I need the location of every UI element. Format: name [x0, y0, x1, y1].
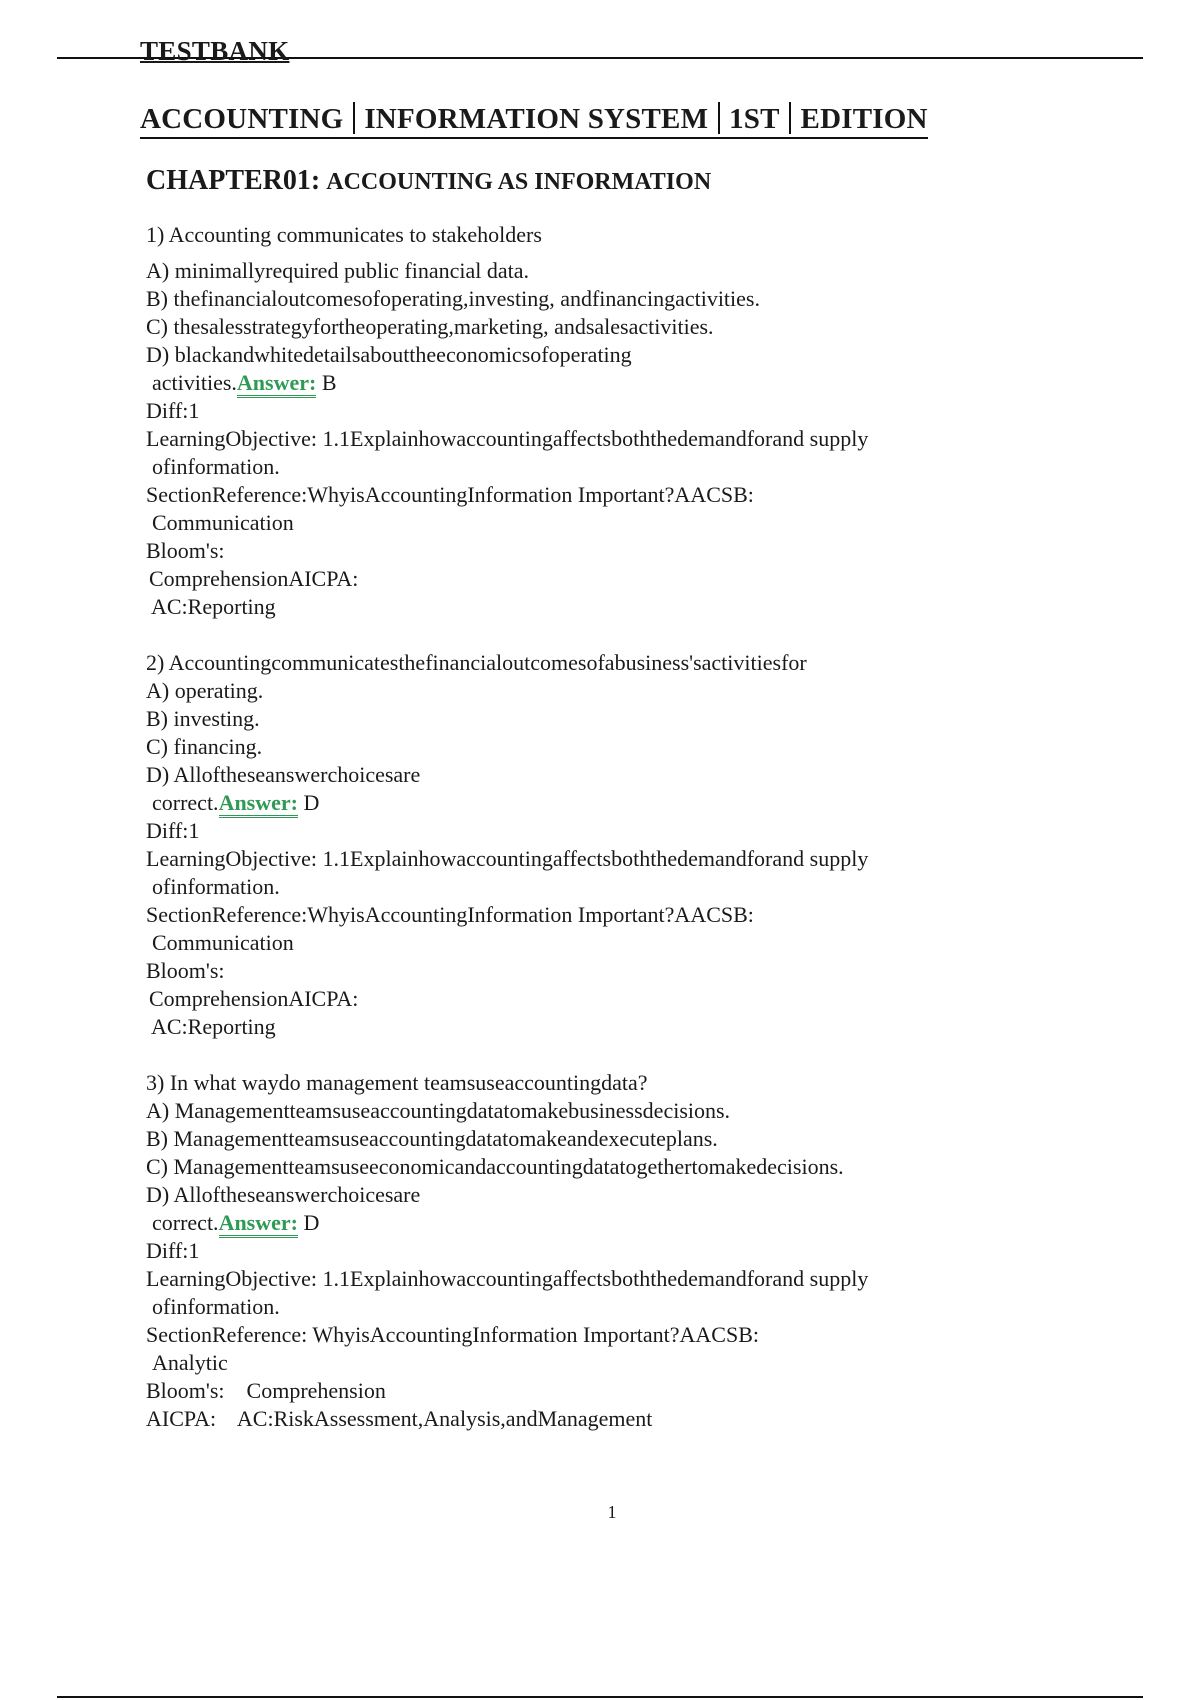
- blooms: Bloom's: Comprehension: [146, 1378, 386, 1403]
- question-stem: 3) In what waydo management teamsuseaccountingdata?: [146, 1070, 648, 1095]
- chapter-number: CHAPTER01:: [146, 165, 321, 196]
- answer-option: C) financing.: [146, 734, 263, 759]
- title-divider: [353, 102, 355, 134]
- learning-objective: LearningObjective: 1.1Explainhowaccountingaffectsboththedemandforand supply: [146, 426, 869, 451]
- answer-value: D: [298, 1210, 320, 1235]
- chapter-name: ACCOUNTING AS INFORMATION: [326, 169, 712, 195]
- answer-option: D) blackandwhitedetailsabouttheeconomicsofoperating: [146, 342, 632, 367]
- difficulty: Diff:1: [146, 398, 200, 423]
- answer-option: B) Managementteamsuseaccountingdatatomakeandexecuteplans.: [146, 1126, 718, 1151]
- answer-option: A) minimallyrequired public financial data.: [146, 258, 530, 283]
- testbank-heading: TESTBANK: [140, 36, 290, 66]
- learning-objective-cont: ofinformation.: [152, 1294, 280, 1319]
- blooms: Bloom's:: [146, 538, 225, 563]
- learning-objective: LearningObjective: 1.1Explainhowaccountingaffectsboththedemandforand supply: [146, 846, 869, 871]
- blooms-aicpa: ComprehensionAICPA:: [149, 986, 359, 1011]
- answer-line: [146, 369, 1046, 397]
- answer-option: C) Managementteamsuseeconomicandaccountingdatatogethertomakedecisions.: [146, 1154, 844, 1179]
- answer-option: A) operating.: [146, 678, 264, 703]
- answer-option: C) thesalesstrategyfortheoperating,marketing, andsalesactivities.: [146, 314, 714, 339]
- aicpa: AC:Reporting: [151, 594, 276, 619]
- difficulty: Diff:1: [146, 818, 200, 843]
- footer-rule: [57, 1696, 1143, 1698]
- answer-option: B) thefinancialoutcomesofoperating,investing, andfinancingactivities.: [146, 286, 760, 311]
- blooms-aicpa: ComprehensionAICPA:: [149, 566, 359, 591]
- answer-value: D: [298, 790, 320, 815]
- learning-objective: LearningObjective: 1.1Explainhowaccountingaffectsboththedemandforand supply: [146, 1266, 869, 1291]
- answer-label: Answer:: [237, 370, 316, 398]
- section-reference: SectionReference:WhyisAccountingInformation Important?AACSB:: [146, 482, 754, 507]
- chapter-heading: [146, 165, 711, 197]
- answer-label: Answer:: [219, 790, 298, 818]
- question-2: [146, 649, 1046, 1041]
- title-divider: [789, 102, 791, 134]
- blooms: Bloom's:: [146, 958, 225, 983]
- answer-option: D) Alloftheseanswerchoicesare: [146, 762, 421, 787]
- question-stem: 2) Accountingcommunicatesthefinancialoutcomesofabusiness'sactivitiesfor: [146, 650, 807, 675]
- aicpa: AICPA: AC:RiskAssessment,Analysis,andManagement: [146, 1406, 653, 1431]
- spacer: [146, 621, 1046, 649]
- page-number: 1: [607, 1502, 617, 1522]
- title-part: 1ST: [729, 103, 780, 135]
- option-continuation: activities.: [152, 370, 237, 395]
- question-list: [146, 221, 1046, 1433]
- question-1: [146, 221, 1046, 621]
- question-3: [146, 1069, 1046, 1433]
- answer-option: D) Alloftheseanswerchoicesare: [146, 1182, 421, 1207]
- aicpa: AC:Reporting: [151, 1014, 276, 1039]
- answer-label: Answer:: [219, 1210, 298, 1238]
- option-continuation: correct.: [152, 1210, 219, 1235]
- answer-value: B: [316, 370, 337, 395]
- answer-line: [146, 1209, 1046, 1237]
- spacer: [146, 1041, 1046, 1069]
- book-title: [140, 102, 928, 139]
- learning-objective-cont: ofinformation.: [152, 874, 280, 899]
- title-part: ACCOUNTING: [140, 103, 344, 135]
- title-divider: [718, 102, 720, 134]
- answer-option: B) investing.: [146, 706, 260, 731]
- difficulty: Diff:1: [146, 1238, 200, 1263]
- section-reference: SectionReference: WhyisAccountingInformation Important?AACSB:: [146, 1322, 760, 1347]
- answer-line: [146, 789, 1046, 817]
- question-stem: 1) Accounting communicates to stakeholders: [146, 222, 542, 247]
- section-reference: SectionReference:WhyisAccountingInformation Important?AACSB:: [146, 902, 754, 927]
- learning-objective-cont: ofinformation.: [152, 454, 280, 479]
- option-continuation: correct.: [152, 790, 219, 815]
- title-part: INFORMATION SYSTEM: [364, 103, 709, 135]
- aacsb: Communication: [152, 930, 294, 955]
- title-part: EDITION: [800, 103, 928, 135]
- aacsb: Communication: [152, 510, 294, 535]
- aacsb: Analytic: [152, 1350, 228, 1375]
- answer-option: A) Managementteamsuseaccountingdatatomakebusinessdecisions.: [146, 1098, 731, 1123]
